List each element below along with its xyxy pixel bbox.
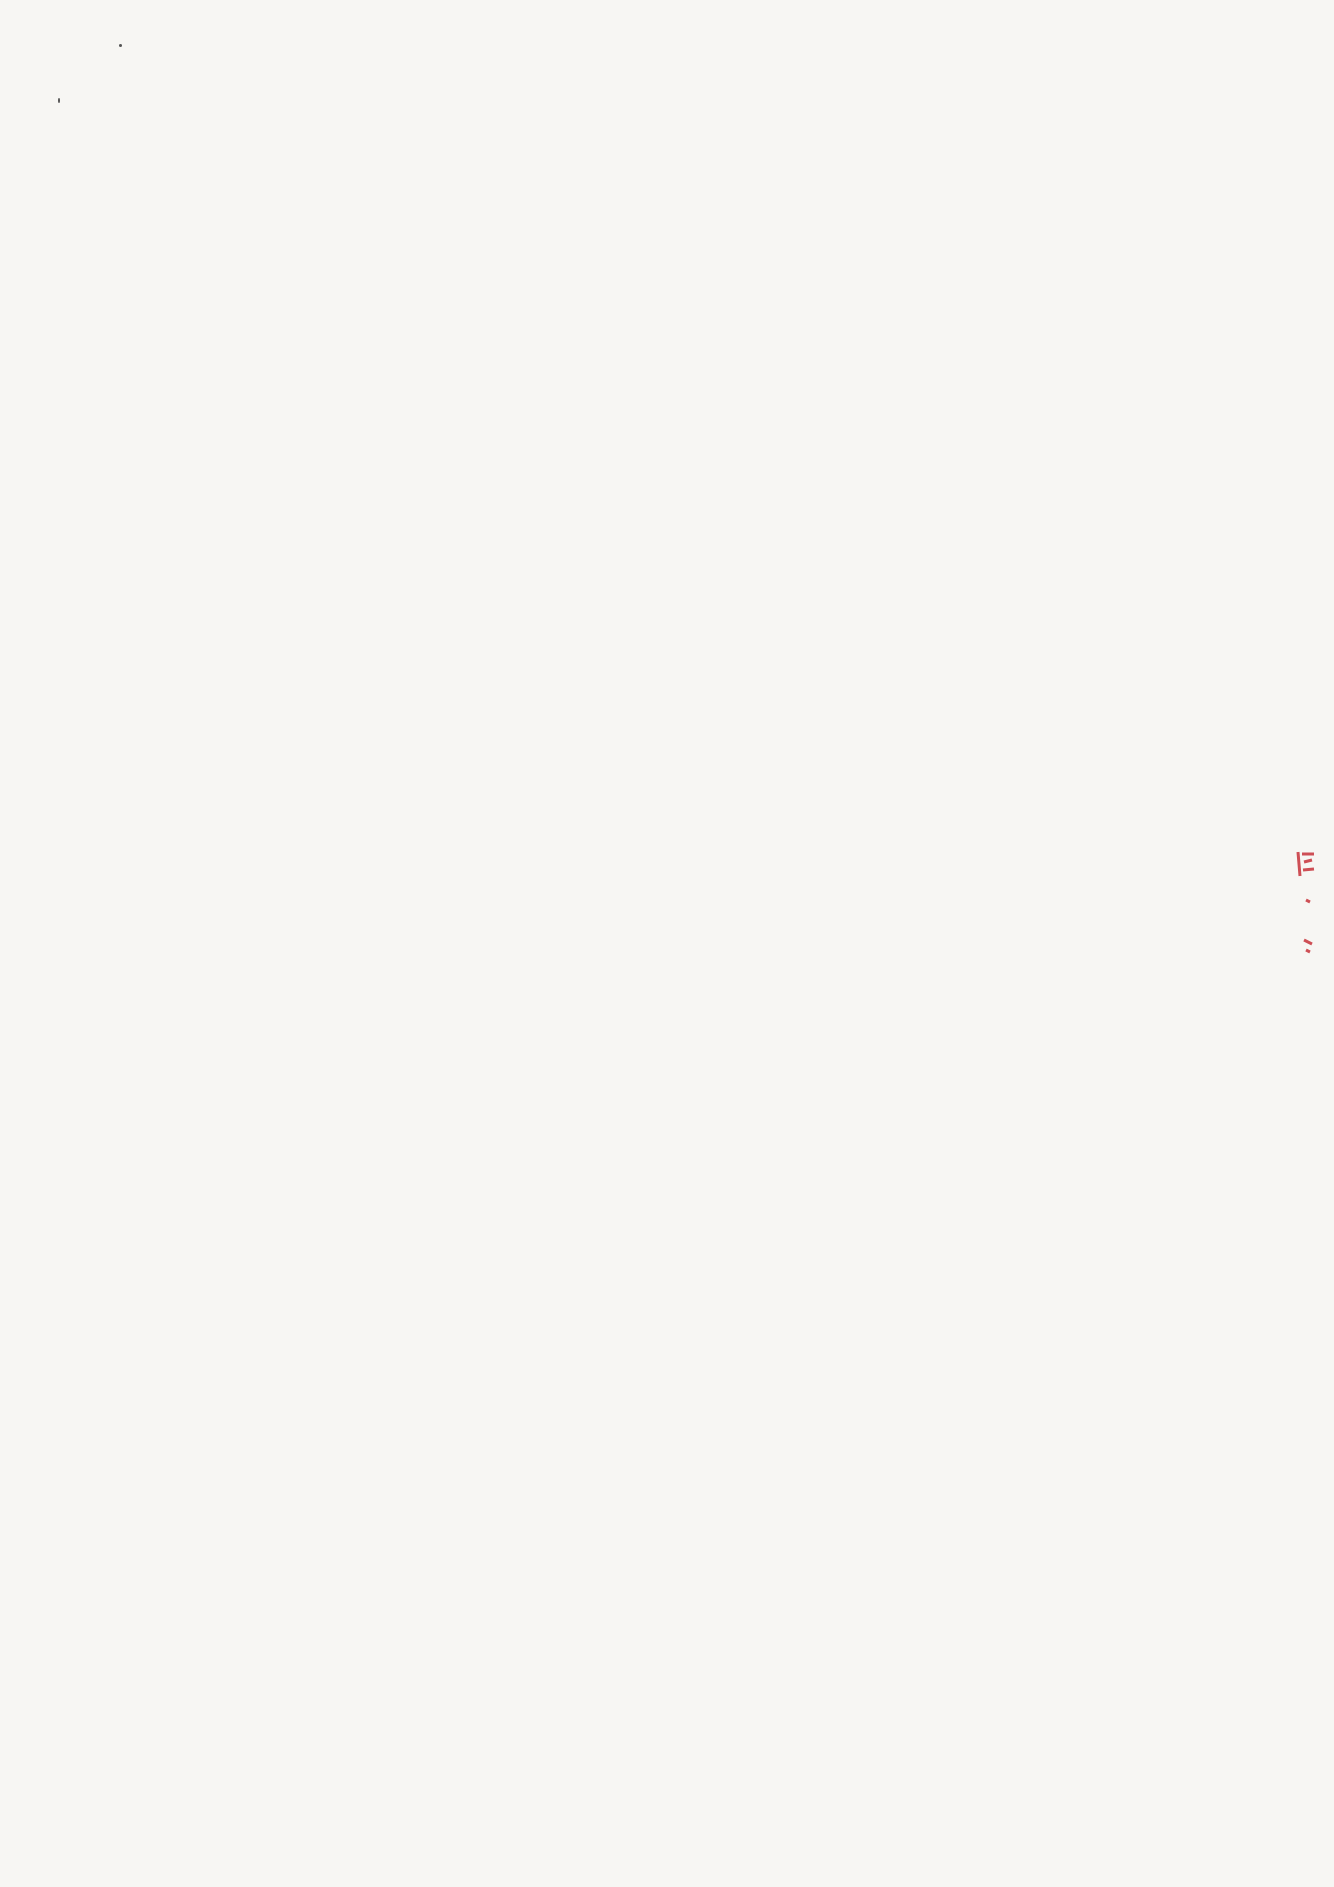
scan-speck bbox=[58, 98, 60, 103]
scan-speck bbox=[119, 44, 122, 47]
red-seal-stamp-fragment bbox=[1292, 840, 1320, 990]
document-body bbox=[94, 136, 1242, 1706]
